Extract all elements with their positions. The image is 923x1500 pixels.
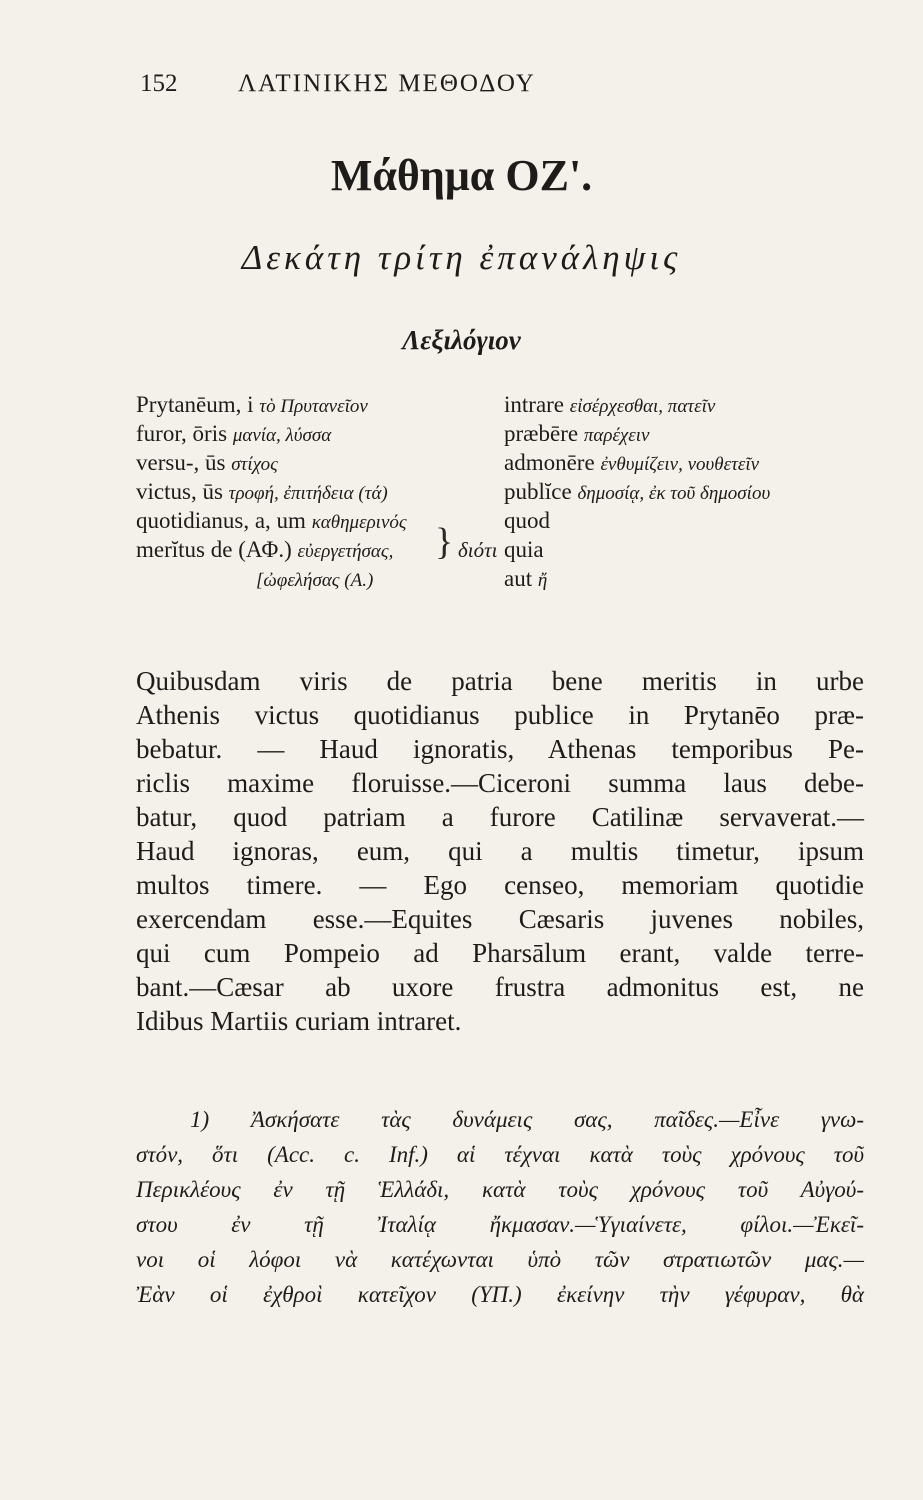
- text-line: exercendam esse.—Equites Cæsaris juvenes nobiles,: [136, 904, 864, 934]
- lesson-subtitle: Δεκάτη τρίτη ἐπανάληψις: [241, 238, 682, 277]
- vocab-latin: quia: [504, 537, 544, 562]
- text-line: batur, quod patriam a furore Catilinæ servaverat.—: [136, 802, 864, 832]
- vocab-greek: τροφή, ἐπιτήδεια (τά): [228, 483, 388, 504]
- text-line: στόν, ὅτι (Acc. c. Inf.) αἱ τέχναι κατὰ τοὺς χρόνους τοῦ: [136, 1142, 864, 1167]
- text-line: νοι οἱ λόφοι νὰ κατέχωνται ὑπὸ τῶν στρατιωτῶν μας.—: [136, 1247, 864, 1272]
- vocab-greek: μανία, λύσσα: [232, 425, 332, 446]
- vocab-greek: τὸ Πρυτανεῖον: [259, 396, 368, 417]
- vocab-latin: publĭce: [504, 479, 572, 504]
- vocab-greek: ἤ: [537, 570, 548, 591]
- vocab-greek: εὐεργετήσας,: [297, 541, 394, 562]
- brace-label: διότι: [458, 538, 498, 562]
- vocab-row: [136, 564, 856, 593]
- vocab-row: [136, 448, 856, 477]
- page-number: 152: [140, 70, 178, 97]
- brace-icon: }: [435, 521, 454, 563]
- vocab-latin: victus, ūs: [136, 479, 223, 504]
- vocab-greek: [ὠφελήσας (Α.): [256, 570, 374, 591]
- vocab-latin: furor, ōris: [136, 421, 228, 446]
- greek-exercise: [136, 1102, 864, 1312]
- text-line: Idibus Martiis curiam intraret.: [136, 1006, 462, 1036]
- vocab-row: [136, 477, 856, 506]
- vocab-latin: intrare: [504, 392, 565, 417]
- vocab-latin: quod: [504, 508, 550, 533]
- vocab-greek: καθημερινός: [311, 512, 407, 533]
- vocab-greek: στίχος: [231, 454, 278, 475]
- vocab-latin: admonēre: [504, 450, 595, 475]
- vocab-latin: præbēre: [504, 421, 579, 446]
- text-line: Athenis victus quotidianus publice in Prytanēo præ-: [136, 700, 864, 730]
- vocabulary-heading: Λεξιλόγιον: [402, 325, 521, 355]
- text-line: 1) Ἀσκήσατε τὰς δυνάμεις σας, παῖδες.—Εἶνε γνω-: [190, 1107, 864, 1132]
- vocab-greek: ἐνθυμίζειν, νουθετεῖν: [600, 454, 760, 475]
- text-line: qui cum Pompeio ad Pharsālum erant, valde terre-: [136, 938, 864, 968]
- vocab-greek: παρέχειν: [583, 425, 650, 446]
- vocab-greek: δημοσίᾳ, ἐκ τοῦ δημοσίου: [577, 483, 771, 504]
- running-title: ΛΑΤΙΝΙΚΗΣ ΜΕΘΟΔΟΥ: [238, 70, 536, 97]
- vocab-row: [136, 390, 856, 419]
- text-line: multos timere. — Ego censeo, memoriam quotidie: [136, 870, 864, 900]
- page-header: [140, 70, 840, 110]
- vocab-latin: aut: [504, 566, 533, 591]
- vocab-latin: Prytanēum, i: [136, 392, 254, 417]
- latin-exercise: [136, 664, 864, 1038]
- vocab-row: [136, 419, 856, 448]
- vocab-latin: quotidianus, a, um: [136, 508, 306, 533]
- text-line: Περικλέους ἐν τῇ Ἑλλάδι, κατὰ τοὺς χρόνους τοῦ Αὐγού-: [136, 1177, 864, 1202]
- text-line: στου ἐν τῇ Ἰταλίᾳ ἤκμασαν.—Ὑγιαίνετε, φίλοι.—Ἐκεῖ-: [136, 1212, 864, 1237]
- text-line: bebatur. — Haud ignoratis, Athenas temporibus Pe-: [136, 734, 864, 764]
- text-line: Quibusdam viris de patria bene meritis in urbe: [136, 666, 864, 696]
- text-line: Haud ignoras, eum, qui a multis timetur, ipsum: [136, 836, 864, 866]
- text-line: bant.—Cæsar ab uxore frustra admonitus est, ne: [136, 972, 864, 1002]
- vocab-latin: versu-, ūs: [136, 450, 226, 475]
- vocab-row: [136, 506, 856, 535]
- text-line: riclis maxime floruisse.—Ciceroni summa laus debe-: [136, 768, 864, 798]
- text-line: Ἐὰν οἱ ἐχθροὶ κατεῖχον (ΥΠ.) ἐκείνην τὴν γέφυραν, θὰ: [136, 1282, 864, 1307]
- vocab-greek: εἰσέρχεσθαι, πατεῖν: [569, 396, 716, 417]
- lesson-title: Μάθημα ΟΖ'.: [330, 151, 593, 200]
- vocab-latin: merĭtus de (ΑΦ.): [136, 537, 292, 562]
